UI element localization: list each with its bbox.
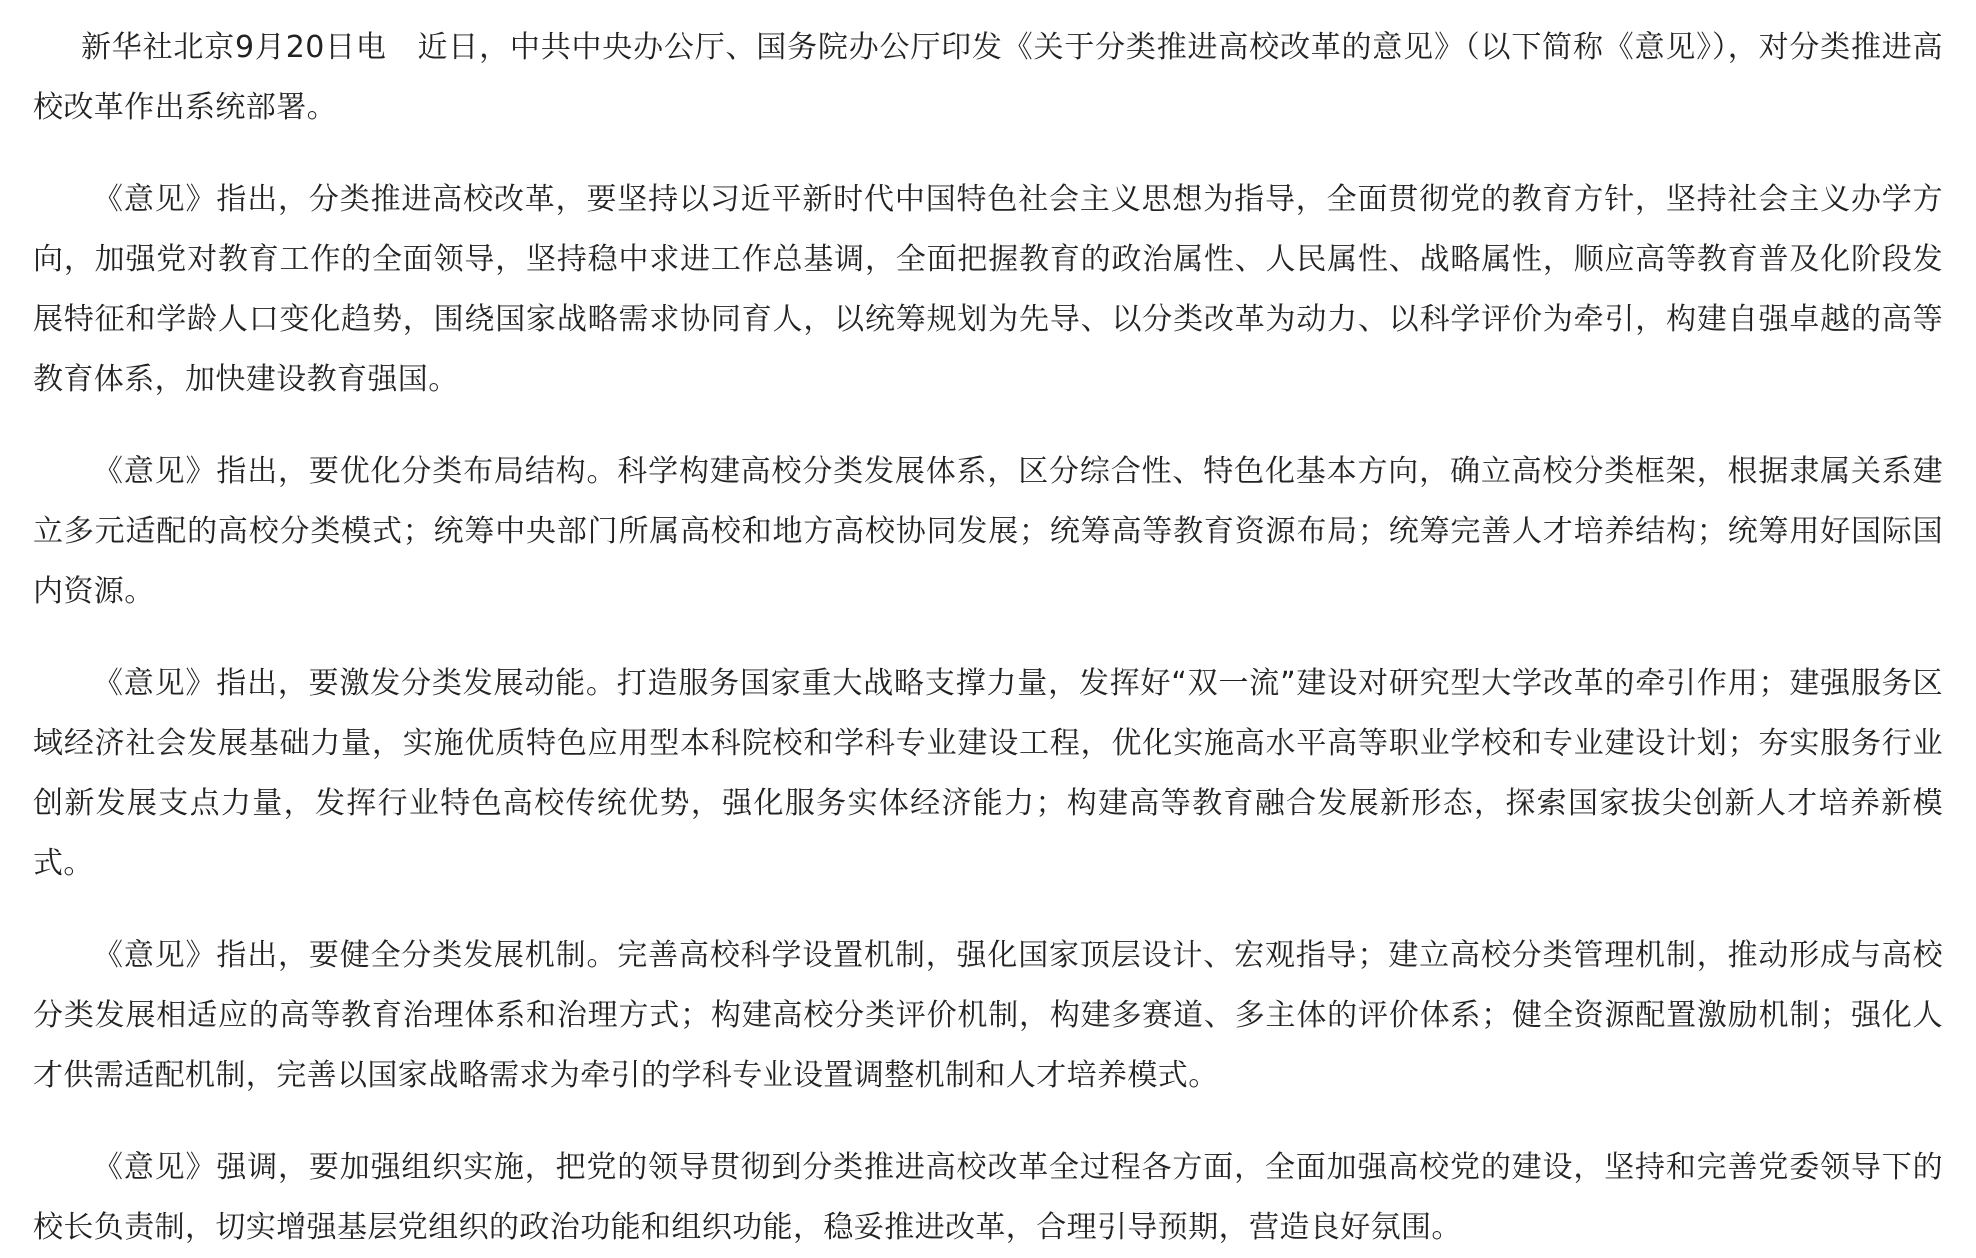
article-paragraph-organization-implementation: 《意见》强调，要加强组织实施，把党的领导贯彻到分类推进高校改革全过程各方面，全面加强高校党的建设，坚持和完善党委领导下的校长负责制，切实增强基层党组织的政治功能和组织功能，稳妥推进改革，合理引导预期，营造良好氛围。: [33, 1150, 1943, 1245]
article-paragraph-development-momentum: 《意见》指出，要激发分类发展动能。打造服务国家重大战略支撑力量，发挥好“双一流”建设对研究型大学改革的牵引作用；建强服务区域经济社会发展基础力量，实施优质特色应用型本科院校和学科专业建设工程，优化实施高水平高等职业学校和专业建设计划；夯实服务行业创新发展支点力量，发挥行业特色高校传统优势，强化服务实体经济能力；构建高等教育融合发展新形态，探索国家拔尖创新人才培养新模式。: [33, 666, 1943, 881]
article-paragraph-development-mechanism: 《意见》指出，要健全分类发展机制。完善高校科学设置机制，强化国家顶层设计、宏观指导；建立高校分类管理机制，推动形成与高校分类发展相适应的高等教育治理体系和治理方式；构建高校分类评价机制，构建多赛道、多主体的评价体系；健全资源配置激励机制；强化人才供需适配机制，完善以国家战略需求为牵引的学科专业设置调整机制和人才培养模式。: [33, 938, 1943, 1093]
article-paragraph-guiding-principles: 《意见》指出，分类推进高校改革，要坚持以习近平新时代中国特色社会主义思想为指导，全面贯彻党的教育方针，坚持社会主义办学方向，加强党对教育工作的全面领导，坚持稳中求进工作总基调，全面把握教育的政治属性、人民属性、战略属性，顺应高等教育普及化阶段发展特征和学龄人口变化趋势，围绕国家战略需求协同育人，以统筹规划为先导、以分类改革为动力、以科学评价为牵引，构建自强卓越的高等教育体系，加快建设教育强国。: [33, 182, 1943, 397]
article-paragraph-layout-structure: 《意见》指出，要优化分类布局结构。科学构建高校分类发展体系，区分综合性、特色化基本方向，确立高校分类框架，根据隶属关系建立多元适配的高校分类模式；统筹中央部门所属高校和地方高校协同发展；统筹高等教育资源布局；统筹完善人才培养结构；统筹用好国际国内资源。: [33, 454, 1943, 609]
article-body: [33, 18, 1943, 1258]
article-paragraph-dateline: 新华社北京9月20日电 近日，中共中央办公厅、国务院办公厅印发《关于分类推进高校改革的意见》（以下简称《意见》），对分类推进高校改革作出系统部署。: [33, 30, 1943, 125]
